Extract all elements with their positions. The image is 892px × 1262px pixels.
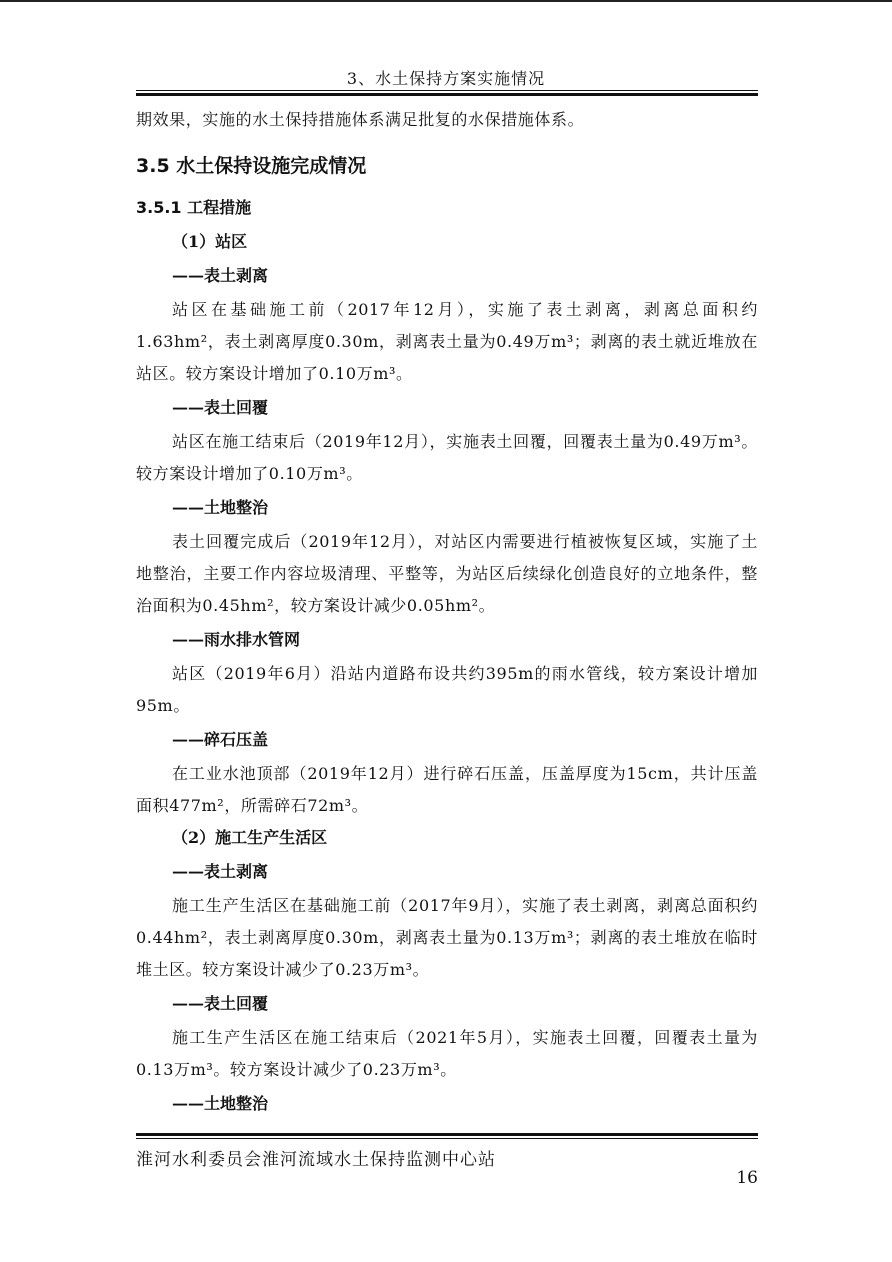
header-rule-thick xyxy=(136,93,758,96)
footer-rule-thin xyxy=(136,1138,758,1139)
page-number: 16 xyxy=(736,1168,758,1188)
area-heading-construction: （2）施工生产生活区 xyxy=(172,828,328,847)
measure-heading: ——碎石压盖 xyxy=(172,730,269,749)
header-rule-thin xyxy=(136,90,758,91)
measure-heading: ——雨水排水管网 xyxy=(172,630,301,649)
area-heading-station: （1）站区 xyxy=(172,232,248,251)
measure-heading: ——表土剥离 xyxy=(172,862,269,881)
section-heading: 3.5 水土保持设施完成情况 xyxy=(136,155,367,177)
subsection-heading: 3.5.1 工程措施 xyxy=(136,198,252,217)
measure-paragraph: 在工业水池顶部（2019年12月）进行碎石压盖，压盖厚度为15cm，共计压盖面积477m²，所需碎石72m³。 xyxy=(136,764,758,815)
measure-paragraph: 站区在基础施工前（2017年12月），实施了表土剥离，剥离总面积约1.63hm²，表土剥离厚度0.30m，剥离表土量为0.49万m³；剥离的表土就近堆放在站区。较方案设计增加了0.10万m³。 xyxy=(136,300,758,383)
top-border xyxy=(0,0,892,2)
running-header: 3、水土保持方案实施情况 xyxy=(346,69,546,88)
footer-rule-thick xyxy=(136,1133,758,1136)
measure-heading: ——土地整治 xyxy=(172,1094,269,1113)
measure-heading: ——表土回覆 xyxy=(172,994,269,1013)
measure-heading: ——土地整治 xyxy=(172,498,269,517)
measure-paragraph: 施工生产生活区在基础施工前（2017年9月），实施了表土剥离，剥离总面积约0.44hm²，表土剥离厚度0.30m，剥离表土量为0.13万m³；剥离的表土堆放在临时堆土区。较方案设计减少了0.23万m³。 xyxy=(136,896,758,979)
footer-organization: 淮河水利委员会淮河流域水土保持监测中心站 xyxy=(136,1150,496,1170)
measure-heading: ——表土剥离 xyxy=(172,266,269,285)
measure-heading: ——表土回覆 xyxy=(172,398,269,417)
measure-paragraph: 站区（2019年6月）沿站内道路布设共约395m的雨水管线，较方案设计增加95m。 xyxy=(136,664,758,715)
intro-paragraph: 期效果，实施的水土保持措施体系满足批复的水保措施体系。 xyxy=(136,110,585,129)
measure-paragraph: 站区在施工结束后（2019年12月），实施表土回覆，回覆表土量为0.49万m³。较方案设计增加了0.10万m³。 xyxy=(136,432,758,483)
measure-paragraph: 施工生产生活区在施工结束后（2021年5月），实施表土回覆，回覆表土量为0.13万m³。较方案设计减少了0.23万m³。 xyxy=(136,1028,758,1079)
measure-paragraph: 表土回覆完成后（2019年12月），对站区内需要进行植被恢复区域，实施了土地整治，主要工作内容垃圾清理、平整等，为站区后续绿化创造良好的立地条件，整治面积为0.45hm²，较方案设计减少0.05hm²。 xyxy=(136,532,758,615)
page-body xyxy=(136,104,758,1122)
